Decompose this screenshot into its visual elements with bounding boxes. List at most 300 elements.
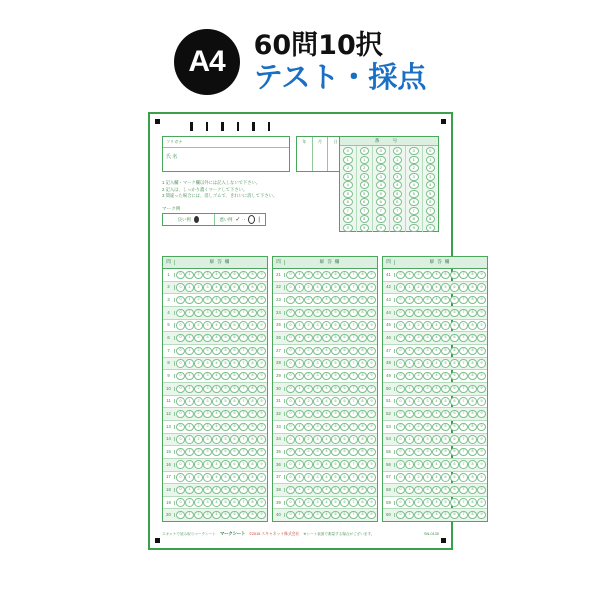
student-number-bubble[interactable]: 1	[426, 156, 436, 164]
student-number-bubble[interactable]: 5	[426, 190, 436, 198]
answer-bubble[interactable]: 9	[257, 271, 266, 279]
answer-bubble[interactable]: 6	[230, 410, 239, 418]
answer-bubble[interactable]: 3	[423, 321, 432, 329]
answer-bubble[interactable]: 4	[432, 385, 441, 393]
answer-bubble[interactable]: 0	[396, 283, 405, 291]
answer-bubble[interactable]: 5	[331, 334, 340, 342]
answer-bubble[interactable]: 3	[423, 486, 432, 494]
answer-bubble[interactable]: 8	[358, 283, 367, 291]
student-number-bubble[interactable]: 2	[376, 164, 386, 172]
answer-bubble[interactable]: 5	[331, 296, 340, 304]
table-row[interactable]	[163, 320, 267, 333]
answer-bubble[interactable]: 0	[176, 359, 185, 367]
answer-bubble[interactable]: 6	[230, 511, 239, 519]
answer-bubble[interactable]: 3	[203, 397, 212, 405]
answer-bubble[interactable]: 1	[295, 347, 304, 355]
answer-bubble[interactable]: 3	[203, 435, 212, 443]
answer-bubble[interactable]: 2	[304, 296, 313, 304]
answer-bubble[interactable]: 2	[414, 435, 423, 443]
answer-bubble[interactable]: 2	[414, 347, 423, 355]
answer-bubble[interactable]: 7	[239, 486, 248, 494]
answer-bubble[interactable]: 2	[304, 448, 313, 456]
table-row[interactable]	[273, 383, 377, 396]
answer-bubble[interactable]: 6	[230, 334, 239, 342]
table-row[interactable]	[273, 408, 377, 421]
answer-bubble[interactable]: 1	[185, 321, 194, 329]
answer-bubble[interactable]: 3	[203, 359, 212, 367]
answer-bubble[interactable]: 3	[313, 511, 322, 519]
answer-bubble[interactable]: 9	[367, 435, 376, 443]
answer-bubble[interactable]: 7	[459, 309, 468, 317]
answer-bubble[interactable]: 1	[295, 486, 304, 494]
answer-bubble[interactable]: 5	[221, 460, 230, 468]
answer-bubble[interactable]: 3	[203, 423, 212, 431]
answer-bubble[interactable]: 7	[459, 498, 468, 506]
answer-bubble[interactable]: 5	[221, 486, 230, 494]
answer-bubble[interactable]: 0	[176, 448, 185, 456]
answer-bubble[interactable]: 9	[257, 334, 266, 342]
answer-bubble[interactable]: 5	[441, 334, 450, 342]
answer-bubble[interactable]: 7	[239, 296, 248, 304]
answer-bubble[interactable]: 4	[212, 283, 221, 291]
student-number-bubble[interactable]: 2	[343, 164, 353, 172]
answer-bubble[interactable]: 8	[358, 321, 367, 329]
table-row[interactable]	[163, 408, 267, 421]
answer-bubble[interactable]: 5	[331, 473, 340, 481]
answer-bubble[interactable]: 6	[450, 410, 459, 418]
answer-bubble[interactable]: 7	[459, 372, 468, 380]
table-row[interactable]	[273, 307, 377, 320]
answer-bubble[interactable]: 2	[414, 397, 423, 405]
answer-bubble[interactable]: 6	[340, 359, 349, 367]
answer-bubble[interactable]: 2	[304, 321, 313, 329]
answer-bubble[interactable]: 2	[414, 334, 423, 342]
answer-bubble[interactable]: 8	[358, 448, 367, 456]
answer-bubble[interactable]: 1	[295, 372, 304, 380]
answer-bubble[interactable]: 7	[459, 448, 468, 456]
answer-bubble[interactable]: 0	[396, 423, 405, 431]
answer-bubble[interactable]: 8	[358, 372, 367, 380]
table-row[interactable]	[163, 282, 267, 295]
answer-bubble[interactable]: 8	[358, 473, 367, 481]
answer-bubble[interactable]: 4	[432, 473, 441, 481]
student-number-bubble[interactable]: 6	[426, 198, 436, 206]
student-number-grid[interactable]	[339, 136, 439, 232]
table-row[interactable]	[273, 345, 377, 358]
answer-bubble[interactable]: 9	[257, 385, 266, 393]
answer-bubble[interactable]: 3	[313, 410, 322, 418]
table-row[interactable]	[383, 320, 487, 333]
answer-bubble[interactable]: 6	[230, 423, 239, 431]
answer-bubble[interactable]: 1	[295, 334, 304, 342]
answer-bubble[interactable]: 8	[468, 511, 477, 519]
answer-bubble[interactable]: 4	[322, 473, 331, 481]
answer-bubble[interactable]: 1	[405, 511, 414, 519]
answer-bubble[interactable]: 9	[477, 473, 486, 481]
answer-bubble[interactable]: 9	[367, 486, 376, 494]
answer-bubble[interactable]: 9	[367, 334, 376, 342]
student-number-bubble[interactable]: 8	[360, 215, 370, 223]
answer-bubble[interactable]: 5	[331, 423, 340, 431]
answer-bubble[interactable]: 5	[441, 435, 450, 443]
answer-bubble[interactable]: 5	[221, 473, 230, 481]
answer-bubble[interactable]: 6	[230, 473, 239, 481]
table-row[interactable]	[163, 345, 267, 358]
answer-bubble[interactable]: 6	[230, 448, 239, 456]
answer-bubble[interactable]: 3	[313, 397, 322, 405]
answer-bubble[interactable]: 2	[414, 321, 423, 329]
answer-bubble[interactable]: 5	[331, 385, 340, 393]
student-number-bubble[interactable]: 3	[426, 173, 436, 181]
answer-bubble[interactable]: 4	[322, 296, 331, 304]
answer-bubble[interactable]: 5	[441, 486, 450, 494]
answer-bubble[interactable]: 7	[349, 271, 358, 279]
answer-bubble[interactable]: 6	[340, 410, 349, 418]
answer-bubble[interactable]: 8	[468, 283, 477, 291]
answer-bubble[interactable]: 7	[459, 435, 468, 443]
answer-bubble[interactable]: 7	[459, 321, 468, 329]
answer-bubble[interactable]: 9	[257, 511, 266, 519]
answer-bubble[interactable]: 2	[414, 410, 423, 418]
answer-bubble[interactable]: 1	[185, 410, 194, 418]
answer-bubble[interactable]: 9	[367, 460, 376, 468]
answer-bubble[interactable]: 9	[257, 448, 266, 456]
answer-bubble[interactable]: 5	[331, 448, 340, 456]
answer-bubble[interactable]: 2	[414, 309, 423, 317]
answer-bubble[interactable]: 1	[185, 397, 194, 405]
answer-bubble[interactable]: 2	[194, 296, 203, 304]
answer-bubble[interactable]: 1	[185, 271, 194, 279]
answer-bubble[interactable]: 1	[295, 460, 304, 468]
answer-bubble[interactable]: 3	[313, 359, 322, 367]
answer-bubble[interactable]: 0	[176, 309, 185, 317]
answer-bubble[interactable]: 6	[450, 321, 459, 329]
answer-bubble[interactable]: 9	[477, 283, 486, 291]
table-row[interactable]	[273, 497, 377, 510]
answer-bubble[interactable]: 9	[477, 359, 486, 367]
answer-bubble[interactable]: 4	[322, 283, 331, 291]
answer-bubble[interactable]: 2	[414, 511, 423, 519]
answer-bubble[interactable]: 0	[176, 385, 185, 393]
answer-bubble[interactable]: 0	[286, 460, 295, 468]
answer-bubble[interactable]: 5	[221, 296, 230, 304]
answer-bubble[interactable]: 9	[367, 410, 376, 418]
answer-bubble[interactable]: 1	[405, 435, 414, 443]
answer-bubble[interactable]: 9	[367, 448, 376, 456]
answer-bubble[interactable]: 9	[367, 473, 376, 481]
answer-bubble[interactable]: 4	[212, 372, 221, 380]
student-number-bubble[interactable]: 8	[343, 215, 353, 223]
answer-bubble[interactable]: 1	[405, 423, 414, 431]
answer-bubble[interactable]: 5	[331, 397, 340, 405]
answer-bubble[interactable]: 1	[405, 321, 414, 329]
answer-bubble[interactable]: 4	[212, 448, 221, 456]
student-number-bubble[interactable]: 1	[376, 156, 386, 164]
student-number-column[interactable]	[373, 146, 390, 232]
answer-bubble[interactable]: 5	[221, 385, 230, 393]
answer-bubble[interactable]: 7	[349, 321, 358, 329]
table-row[interactable]	[163, 370, 267, 383]
answer-bubble[interactable]: 6	[340, 271, 349, 279]
answer-bubble[interactable]: 6	[230, 359, 239, 367]
student-number-bubble[interactable]: 7	[343, 207, 353, 215]
answer-bubble[interactable]: 7	[459, 423, 468, 431]
table-row[interactable]	[273, 320, 377, 333]
answer-bubble[interactable]: 1	[185, 473, 194, 481]
student-number-bubble[interactable]: 0	[360, 147, 370, 155]
answer-bubble[interactable]: 7	[239, 359, 248, 367]
answer-bubble[interactable]: 7	[349, 511, 358, 519]
answer-bubble[interactable]: 0	[396, 435, 405, 443]
answer-bubble[interactable]: 4	[322, 486, 331, 494]
answer-bubble[interactable]: 4	[322, 410, 331, 418]
answer-bubble[interactable]: 2	[304, 347, 313, 355]
answer-bubble[interactable]: 2	[194, 372, 203, 380]
answer-bubble[interactable]: 3	[203, 460, 212, 468]
answer-bubble[interactable]: 9	[477, 271, 486, 279]
student-number-bubble[interactable]: 3	[376, 173, 386, 181]
answer-bubble[interactable]: 4	[212, 511, 221, 519]
answer-bubble[interactable]: 3	[313, 448, 322, 456]
answer-bubble[interactable]: 5	[221, 410, 230, 418]
answer-bubble[interactable]: 9	[477, 448, 486, 456]
answer-bubble[interactable]: 4	[212, 435, 221, 443]
table-row[interactable]	[163, 396, 267, 409]
student-number-bubble[interactable]: 8	[409, 215, 419, 223]
answer-bubble[interactable]: 6	[450, 334, 459, 342]
answer-bubble[interactable]: 5	[441, 359, 450, 367]
answer-bubble[interactable]: 5	[441, 498, 450, 506]
answer-bubble[interactable]: 3	[203, 309, 212, 317]
answer-bubble[interactable]: 3	[203, 448, 212, 456]
answer-bubble[interactable]: 1	[295, 473, 304, 481]
answer-bubble[interactable]: 3	[313, 271, 322, 279]
answer-bubble[interactable]: 7	[239, 283, 248, 291]
student-number-column[interactable]	[357, 146, 374, 232]
answer-bubble[interactable]: 0	[286, 435, 295, 443]
answer-bubble[interactable]: 5	[441, 372, 450, 380]
answer-bubble[interactable]: 5	[331, 486, 340, 494]
student-number-bubble[interactable]: 5	[409, 190, 419, 198]
answer-bubble[interactable]: 9	[477, 334, 486, 342]
answer-bubble[interactable]: 3	[423, 448, 432, 456]
answer-bubble[interactable]: 0	[396, 359, 405, 367]
answer-bubble[interactable]: 4	[212, 473, 221, 481]
answer-bubble[interactable]: 6	[230, 271, 239, 279]
answer-bubble[interactable]: 3	[313, 385, 322, 393]
student-number-bubble[interactable]: 5	[360, 190, 370, 198]
answer-bubble[interactable]: 7	[239, 372, 248, 380]
answer-bubble[interactable]: 7	[349, 385, 358, 393]
answer-bubble[interactable]: 4	[432, 397, 441, 405]
answer-bubble[interactable]: 9	[257, 283, 266, 291]
answer-bubble[interactable]: 1	[295, 296, 304, 304]
answer-bubble[interactable]: 7	[459, 385, 468, 393]
answer-bubble[interactable]: 5	[221, 511, 230, 519]
answer-bubble[interactable]: 4	[212, 460, 221, 468]
answer-bubble[interactable]: 8	[468, 309, 477, 317]
answer-bubble[interactable]: 8	[358, 271, 367, 279]
student-number-bubble[interactable]: 3	[343, 173, 353, 181]
answer-bubble[interactable]: 0	[396, 271, 405, 279]
answer-bubble[interactable]: 5	[441, 448, 450, 456]
answer-bubble[interactable]: 1	[185, 448, 194, 456]
answer-bubble[interactable]: 3	[203, 334, 212, 342]
table-row[interactable]	[273, 509, 377, 521]
answer-bubble[interactable]: 8	[358, 397, 367, 405]
answer-bubble[interactable]: 1	[295, 448, 304, 456]
answer-bubble[interactable]: 5	[221, 448, 230, 456]
answer-bubble[interactable]: 7	[459, 486, 468, 494]
answer-bubble[interactable]: 8	[468, 423, 477, 431]
table-row[interactable]	[273, 332, 377, 345]
answer-bubble[interactable]: 8	[358, 347, 367, 355]
table-row[interactable]	[163, 294, 267, 307]
answer-bubble[interactable]: 2	[414, 473, 423, 481]
table-row[interactable]	[383, 396, 487, 409]
student-number-bubble[interactable]: 6	[409, 198, 419, 206]
answer-bubble[interactable]: 0	[176, 296, 185, 304]
answer-bubble[interactable]: 2	[414, 486, 423, 494]
answer-bubble[interactable]: 4	[322, 334, 331, 342]
answer-bubble[interactable]: 3	[203, 498, 212, 506]
answer-bubble[interactable]: 4	[212, 347, 221, 355]
answer-bubble[interactable]: 9	[257, 423, 266, 431]
answer-bubble[interactable]: 1	[405, 448, 414, 456]
answer-bubble[interactable]: 6	[230, 283, 239, 291]
answer-bubble[interactable]: 9	[257, 460, 266, 468]
answer-bubble[interactable]: 2	[304, 410, 313, 418]
table-row[interactable]	[163, 421, 267, 434]
answer-bubble[interactable]: 9	[257, 397, 266, 405]
answer-bubble[interactable]: 4	[322, 511, 331, 519]
table-row[interactable]	[163, 269, 267, 282]
answer-bubble[interactable]: 9	[367, 283, 376, 291]
answer-bubble[interactable]: 5	[221, 372, 230, 380]
answer-bubble[interactable]: 2	[304, 473, 313, 481]
answer-bubble[interactable]: 9	[477, 397, 486, 405]
answer-bubble[interactable]: 9	[477, 321, 486, 329]
answer-bubble[interactable]: 5	[441, 309, 450, 317]
table-row[interactable]	[163, 332, 267, 345]
answer-bubble[interactable]: 8	[248, 423, 257, 431]
answer-bubble[interactable]: 7	[239, 511, 248, 519]
answer-bubble[interactable]: 6	[340, 372, 349, 380]
answer-bubble[interactable]: 4	[432, 410, 441, 418]
answer-bubble[interactable]: 4	[432, 498, 441, 506]
answer-bubble[interactable]: 5	[441, 473, 450, 481]
answer-bubble[interactable]: 7	[459, 347, 468, 355]
answer-bubble[interactable]: 7	[349, 309, 358, 317]
answer-bubble[interactable]: 0	[286, 372, 295, 380]
student-number-bubble[interactable]: 5	[393, 190, 403, 198]
answer-bubble[interactable]: 9	[257, 486, 266, 494]
answer-bubble[interactable]: 2	[304, 423, 313, 431]
answer-bubble[interactable]: 2	[194, 460, 203, 468]
answer-bubble[interactable]: 1	[405, 397, 414, 405]
student-number-bubble[interactable]: 8	[393, 215, 403, 223]
answer-bubble[interactable]: 1	[185, 423, 194, 431]
answer-bubble[interactable]: 2	[414, 283, 423, 291]
answer-bubble[interactable]: 7	[239, 448, 248, 456]
student-number-bubble[interactable]: 3	[409, 173, 419, 181]
answer-bubble[interactable]: 4	[432, 448, 441, 456]
answer-bubble[interactable]: 0	[176, 283, 185, 291]
answer-bubble[interactable]: 3	[203, 372, 212, 380]
table-row[interactable]	[163, 472, 267, 485]
student-number-bubble[interactable]: 9	[426, 224, 436, 232]
answer-bubble[interactable]: 8	[358, 435, 367, 443]
answer-bubble[interactable]: 6	[340, 347, 349, 355]
answer-bubble[interactable]: 2	[414, 296, 423, 304]
answer-bubble[interactable]: 1	[295, 321, 304, 329]
answer-bubble[interactable]: 7	[349, 296, 358, 304]
table-row[interactable]	[163, 509, 267, 521]
answer-bubble[interactable]: 0	[176, 460, 185, 468]
answer-bubble[interactable]: 4	[212, 498, 221, 506]
answer-bubble[interactable]: 1	[405, 498, 414, 506]
table-row[interactable]	[383, 446, 487, 459]
answer-bubble[interactable]: 9	[367, 511, 376, 519]
answer-bubble[interactable]: 1	[185, 359, 194, 367]
answer-bubble[interactable]: 6	[450, 372, 459, 380]
answer-bubble[interactable]: 6	[340, 334, 349, 342]
answer-bubble[interactable]: 5	[441, 296, 450, 304]
answer-bubble[interactable]: 0	[176, 321, 185, 329]
answer-bubble[interactable]: 3	[313, 486, 322, 494]
student-number-bubble[interactable]: 1	[393, 156, 403, 164]
answer-bubble[interactable]: 2	[194, 347, 203, 355]
answer-bubble[interactable]: 5	[331, 460, 340, 468]
table-row[interactable]	[163, 307, 267, 320]
answer-bubble[interactable]: 3	[423, 460, 432, 468]
answer-bubble[interactable]: 3	[423, 372, 432, 380]
student-number-bubble[interactable]: 9	[360, 224, 370, 232]
answer-bubble[interactable]: 3	[313, 372, 322, 380]
table-row[interactable]	[163, 358, 267, 371]
student-number-bubble[interactable]: 1	[409, 156, 419, 164]
answer-bubble[interactable]: 6	[450, 347, 459, 355]
table-row[interactable]	[273, 459, 377, 472]
answer-bubble[interactable]: 2	[194, 283, 203, 291]
answer-bubble[interactable]: 2	[304, 309, 313, 317]
answer-bubble[interactable]: 2	[194, 385, 203, 393]
student-number-bubble[interactable]: 3	[360, 173, 370, 181]
answer-bubble[interactable]: 8	[248, 397, 257, 405]
answer-bubble[interactable]: 6	[340, 511, 349, 519]
answer-bubble[interactable]: 4	[322, 397, 331, 405]
answer-bubble[interactable]: 6	[450, 498, 459, 506]
student-number-bubble[interactable]: 7	[376, 207, 386, 215]
answer-bubble[interactable]: 6	[450, 473, 459, 481]
answer-bubble[interactable]: 7	[239, 347, 248, 355]
answer-bubble[interactable]: 4	[432, 423, 441, 431]
answer-bubble[interactable]: 4	[322, 347, 331, 355]
table-row[interactable]	[273, 294, 377, 307]
answer-bubble[interactable]: 1	[405, 347, 414, 355]
answer-bubble[interactable]: 6	[450, 423, 459, 431]
answer-bubble[interactable]: 8	[248, 486, 257, 494]
answer-bubble[interactable]: 1	[405, 410, 414, 418]
student-number-bubble[interactable]: 8	[426, 215, 436, 223]
answer-bubble[interactable]: 3	[313, 321, 322, 329]
answer-bubble[interactable]: 5	[441, 511, 450, 519]
answer-bubble[interactable]: 2	[304, 460, 313, 468]
answer-bubble[interactable]: 0	[286, 410, 295, 418]
answer-bubble[interactable]: 9	[367, 498, 376, 506]
answer-bubble[interactable]: 9	[257, 473, 266, 481]
answer-bubble[interactable]: 6	[230, 309, 239, 317]
